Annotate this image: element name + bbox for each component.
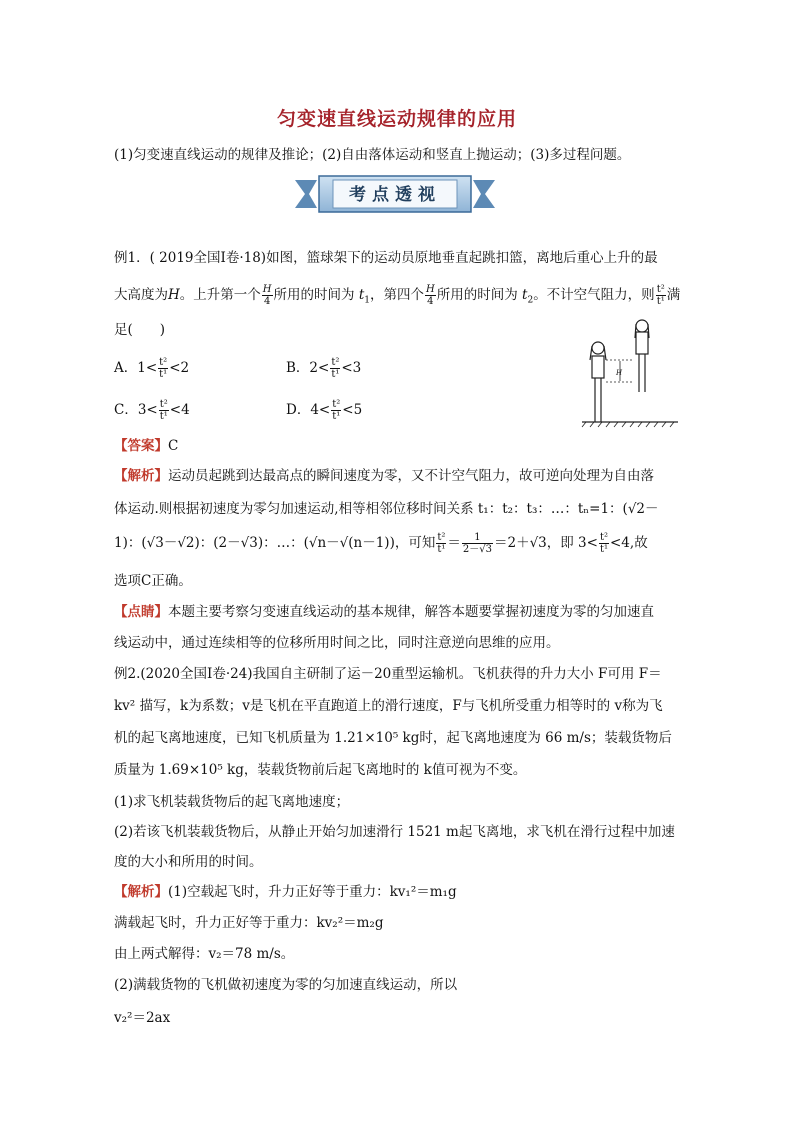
player-standing (590, 342, 606, 422)
ex1-answer (114, 436, 178, 456)
option-a[interactable]: A．1< $\frac{\text{t²}}{\text{t¹}}$ <2 (114, 357, 190, 380)
option-b[interactable]: B．2< $\frac{\text{t²}}{\text{t¹}}$ <3 (286, 357, 362, 380)
option-d[interactable]: D．4< $\frac{\text{t²}}{\text{t¹}}$ <5 (286, 399, 363, 422)
ex1-note-line2: 线运动中，通过连续相等的位移所用时间之比，同时注意逆向思维的应用。 (114, 635, 560, 651)
ex1-text: 。不计空气阻力，则 (533, 287, 655, 303)
banner-kaodian-toushi (295, 174, 495, 214)
ex1-analysis-line3: 1)：(√3－√2)：(2－√3)：…：(√n－√(n－1))，可知 $\frac{\text{t²}}{\text{t¹}}$ ＝ $\frac{1}{2-√3}$ ＝2＋√3，即 3< $\frac{\text{t²}}{\text{t¹}}$ <4,故 (114, 532, 648, 555)
frac-t-ratio: $\frac{\text{t²}}{\text{t¹}}$ (656, 284, 665, 307)
intro-text: (1)匀变速直线运动的规律及推论；(2)自由落体运动和竖直上抛运动；(3)多过程问题。 (114, 147, 631, 163)
option-c[interactable]: C．3< $\frac{\text{t²}}{\text{t¹}}$ <4 (114, 399, 190, 422)
analysis-label: 【解析】 (114, 468, 168, 484)
ex1-text: 大高度为 (114, 287, 168, 303)
ex1-analysis-line4: 选项C正确。 (114, 573, 192, 589)
ex1-line3: 足( ) (114, 322, 166, 338)
frac-H-over-4: $\frac{H}{4}$ (425, 284, 435, 307)
player-jumping (635, 320, 649, 392)
ex2-question2a: (2)若该飞机装载货物后，从静止开始匀加速滑行 1521 m起飞离地，求飞机在滑行过程中加速 (114, 824, 675, 840)
ex2-line2: kv² 描写，k为系数；v是飞机在平直跑道上的滑行速度，F与飞机所受重力相等时的 v称为飞 (114, 698, 663, 714)
ex2-analysis-s4: (2)满载货物的飞机做初速度为零的匀加速直线运动，所以 (114, 977, 458, 993)
ex2-line4: 质量为 1.69×10⁵ kg，装载货物前后起飞离地时的 k值可视为不变。 (114, 762, 527, 778)
ex1-note-line1: 【点睛】本题主要考察匀变速直线运动的基本规律，解答本题要掌握初速度为零的匀加速直 (114, 604, 654, 620)
ex1-text: 满 (666, 287, 681, 303)
ground-hatch (582, 422, 674, 427)
ex1-var-H: H (168, 287, 180, 303)
ex1-analysis-line2: 体运动.则根据初速度为零匀加速运动,相等相邻位移时间关系 t₁：t₂：t₃：…：tₙ=1：(√2－ (114, 501, 659, 517)
ex2-analysis-s1: 【解析】(1)空载起飞时，升力正好等于重力：kv₁²＝m₁g (114, 884, 457, 900)
banner-left-ribbon (295, 180, 317, 208)
ex1-analysis-line1: 【解析】运动员起跳到达最高点的瞬间速度为零，又不计空气阻力，故可逆向处理为自由落 (114, 468, 654, 484)
frac-H-over-4: $\frac{H}{4}$ (262, 284, 272, 307)
ex1-text: 。上升第一个 (179, 287, 261, 303)
ex1-var-t1: t (358, 287, 365, 303)
ex1-var-t2: t (522, 287, 528, 303)
ex2-analysis-s2: 满载起飞时，升力正好等于重力：kv₂²＝m₂g (114, 915, 384, 931)
banner-right-ribbon (473, 180, 495, 208)
ex1-line1: 例1．( 2019全国Ⅰ卷·18)如图，篮球架下的运动员原地垂直起跳扣篮，离地后重心上升的最 (114, 250, 658, 266)
answer-value: C (168, 438, 179, 454)
ex2-line1: 例2.(2020全国Ⅰ卷·24)我国自主研制了运－20重型运输机。飞机获得的升力大小 F可用 F＝ (114, 666, 662, 682)
banner-text: 考点透视 (349, 185, 441, 205)
answer-label: 【答案】 (114, 438, 168, 454)
ex1-text: 所用的时间为 (436, 287, 523, 303)
basketball-figure (580, 316, 680, 428)
page-title: 匀变速直线运动规律的应用 (276, 108, 517, 130)
ex1-line2: 大高度为H。上升第一个 $\frac{H}{4}$ 所用的时间为 $t_1$，第四个 $\frac{H}{4}$ 所用的时间为 $t_2$。不计空气阻力，则 $\frac{\text{t²}}{\text{t¹}}$ 满 (114, 284, 681, 307)
ex2-analysis-s5: v₂²＝2ax (114, 1010, 171, 1026)
height-label: H (616, 369, 623, 377)
analysis-label: 【解析】 (114, 884, 168, 900)
ex1-text: ，第四个 (369, 287, 424, 303)
ex2-question1: (1)求飞机装载货物后的起飞离地速度； (114, 794, 350, 810)
ex2-analysis-s3: 由上两式解得：v₂＝78 m/s。 (114, 946, 295, 962)
ex2-question2b: 度的大小和所用的时间。 (114, 854, 263, 870)
note-label: 【点睛】 (114, 604, 168, 620)
ex2-line3: 机的起飞离地速度，已知飞机质量为 1.21×10⁵ kg时，起飞离地速度为 66 m/s；装载货物后 (114, 730, 672, 746)
ex1-text: 所用的时间为 (273, 287, 359, 303)
